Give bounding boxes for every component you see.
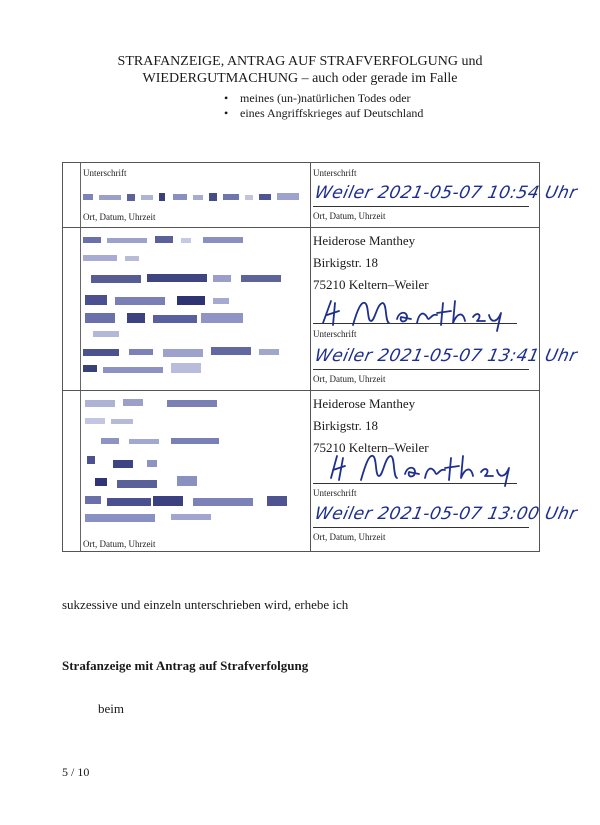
title-line-2: WIEDERGUTMACHUNG – auch oder gerade im Falle: [142, 71, 458, 86]
place-date-label: Ort, Datum, Uhrzeit: [313, 374, 386, 384]
redacted-block: [81, 233, 306, 383]
address-street: Birkigstr. 18: [313, 255, 379, 270]
bullet-list: [222, 91, 423, 121]
redacted-block: [81, 396, 306, 536]
place-date-label: Ort, Datum, Uhrzeit: [313, 211, 386, 221]
signature-line: [313, 369, 529, 370]
page-number: 5 / 10: [62, 765, 90, 779]
bullet-item: • meines (un-)natürlichen Todes oder: [224, 91, 411, 105]
place-date-label: Ort, Datum, Uhrzeit: [83, 212, 156, 222]
section-heading: Strafanzeige mit Antrag auf Strafverfolgung: [62, 658, 309, 673]
signature-line: [313, 323, 517, 324]
bullet-dot-icon: •: [224, 91, 229, 105]
signature-line: [313, 527, 529, 528]
address-city: 75210 Keltern–Weiler: [313, 440, 429, 455]
signature-label: Unterschrift: [313, 329, 357, 339]
handwritten-place-date: Weiler 2021-05-07 10:54 Uhr: [312, 183, 580, 203]
row-divider: [63, 390, 539, 391]
handwritten-signature: [321, 446, 521, 486]
handwritten-place-date: Weiler 2021-05-07 13:00 Uhr: [312, 504, 580, 524]
address-street: Birkigstr. 18: [313, 418, 379, 433]
signature-label: Unterschrift: [313, 168, 357, 178]
handwritten-place-date: Weiler 2021-05-07 13:41 Uhr: [312, 346, 580, 366]
place-date-label: Ort, Datum, Uhrzeit: [83, 539, 156, 549]
bullet-dot-icon: •: [224, 106, 229, 120]
bullet-item: • eines Angriffskrieges auf Deutschland: [224, 106, 424, 120]
address-name: Heiderose Manthey: [313, 233, 416, 248]
signature-table: [62, 162, 580, 552]
signature-line: [313, 483, 517, 484]
redacted-block: [83, 192, 303, 204]
address-city: 75210 Keltern–Weiler: [313, 277, 429, 292]
signature-label: Unterschrift: [313, 488, 357, 498]
column-divider: [310, 163, 311, 551]
title-line-1: STRAFANZEIGE, ANTRAG AUF STRAFVERFOLGUNG und: [117, 54, 483, 69]
address-name: Heiderose Manthey: [313, 396, 416, 411]
row-divider: [63, 227, 539, 228]
body-text: beim: [98, 701, 124, 716]
document-title: [0, 53, 600, 87]
handwritten-signature: [313, 293, 513, 333]
signature-line: [313, 206, 529, 207]
place-date-label: Ort, Datum, Uhrzeit: [313, 532, 386, 542]
signature-label: Unterschrift: [83, 168, 127, 178]
continuation-text: sukzessive und einzeln unterschrieben wird, erhebe ich: [62, 597, 349, 612]
